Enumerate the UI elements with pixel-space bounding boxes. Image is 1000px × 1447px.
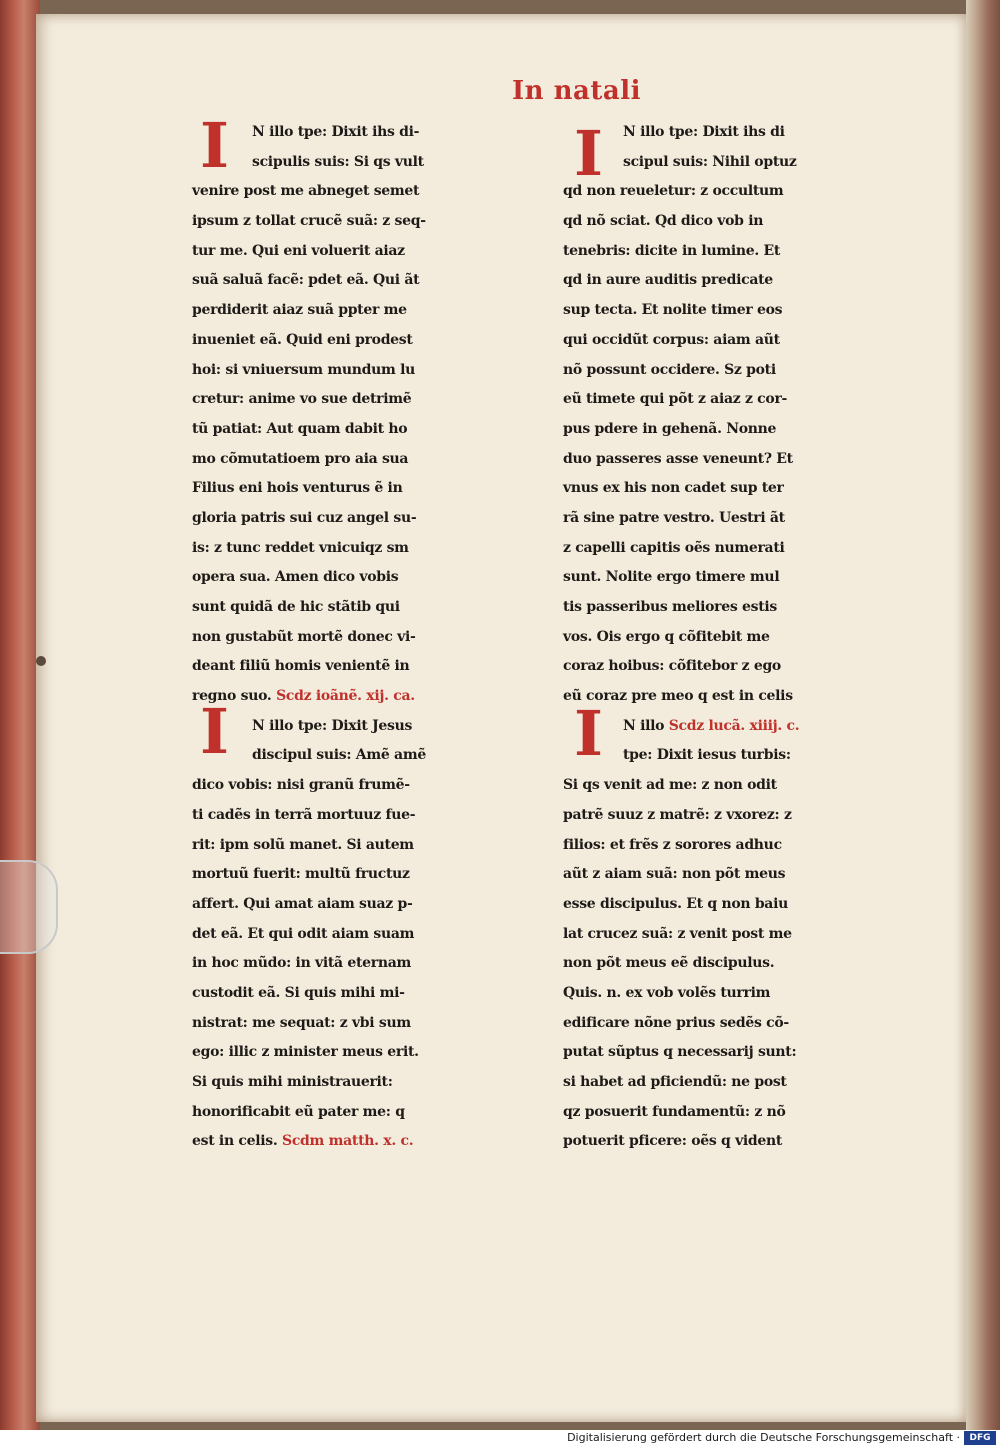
text-line: tpe: Dixit iesus turbis: [623, 747, 791, 764]
text-line: scipul suis: Nihil optuz [623, 153, 797, 170]
text-line: Si qs venit ad me: z non odit [563, 777, 777, 794]
initial-letter-right-1: I [574, 117, 604, 190]
text-line: tur me. Qui eni voluerit aiaz [192, 242, 405, 259]
text-line: affert. Qui amat aiam suaz p- [192, 895, 413, 912]
text-line: tis passeribus meliores estis [563, 599, 777, 615]
text-line: custodit eã. Si quis mihi mi- [192, 984, 405, 1001]
text-line: z capelli capitis oẽs numerati [563, 539, 785, 556]
left-column [192, 109, 542, 1157]
text-line: is: z tunc reddet vnicuiqz sm [192, 539, 409, 556]
text-line: ipsum z tollat crucẽ suã: z seq- [192, 213, 426, 230]
text-line: putat sũptus q necessarij sunt: [563, 1044, 797, 1061]
text-line: perdiderit aiaz suã ppter me [192, 302, 407, 319]
text-line: discipul suis: Amẽ amẽ [252, 747, 426, 764]
right-column [563, 118, 913, 1157]
text-line: vnus ex his non cadet sup ter [563, 480, 784, 497]
text-line: non põt meus eẽ discipulus. [563, 955, 775, 972]
text-line: qd non reueletur: z occultum [563, 183, 784, 200]
text-line: sup tecta. Et nolite timer eos [563, 302, 783, 319]
text-line: esse discipulus. Et q non baiu [563, 895, 788, 912]
running-header: In natali [512, 76, 641, 106]
text-line: potuerit pficere: oẽs q vident [563, 1133, 783, 1150]
text-line: ti cadẽs in terrã mortuuz fue- [192, 806, 416, 823]
text-line: honorificabit eũ pater me: q [192, 1103, 405, 1120]
text-line: est in celis. Scdm matth. x. c. [192, 1133, 414, 1150]
text-line: Si quis mihi ministrauerit: [192, 1074, 393, 1090]
text-line: non gustabũt mortẽ donec vi- [192, 628, 416, 645]
text-line: coraz hoibus: cõfitebor z ego [563, 658, 781, 675]
left-text-block-1 [192, 109, 542, 682]
text-line: N illo tpe: Dixit ihs di [623, 124, 785, 140]
text-line: mo cõmutatioem pro aia sua [192, 450, 409, 467]
text-line: rã sine patre vestro. Uestri ãt [563, 509, 785, 526]
text-line: dico vobis: nisi granũ frumẽ- [192, 777, 410, 794]
text-line: sunt quidã de hic stãtib qui [192, 599, 400, 615]
rubric: Scdz lucã. xiiij. c. [668, 717, 800, 734]
text-line: qz posuerit fundamentũ: z nõ [563, 1103, 786, 1120]
text-line: sunt. Nolite ergo timere mul [563, 569, 780, 586]
dfg-logo: DFG [964, 1431, 996, 1445]
footer-bar [0, 1430, 1000, 1447]
text-line: N illo tpe: Dixit ihs di- [252, 124, 420, 140]
text-line: eũ coraz pre meo q est in celis [563, 688, 793, 705]
text-line: opera sua. Amen dico vobis [192, 569, 399, 586]
initial-letter-right-2: I [574, 697, 604, 770]
text-line: Filius eni hois venturus ẽ in [192, 480, 403, 497]
text-line: N illo tpe: Dixit Jesus [252, 717, 413, 734]
text-line: qd nõ sciat. Qd dico vob in [563, 213, 764, 230]
text-line: qd in aure auditis predicate [563, 272, 773, 289]
text-line: mortuũ fuerit: multũ fructuz [192, 866, 410, 883]
text-line: ego: illic z minister meus erit. [192, 1044, 419, 1061]
funding-credit: Digitalisierung gefördert durch die Deutsche Forschungsgemeinschaft · [567, 1431, 960, 1444]
text-line: aũt z aiam suã: non põt meus [563, 866, 786, 883]
book-fore-edge-left [0, 0, 40, 1430]
text-line: edificare nõne prius sedẽs cõ- [563, 1014, 789, 1031]
page-mark [36, 656, 46, 666]
text-line: inueniet eã. Quid eni prodest [192, 331, 413, 348]
book-fore-edge-right [966, 0, 1000, 1430]
text-line: pus pdere in gehenã. Nonne [563, 420, 777, 437]
text-line: regno suo. Scdz ioãnẽ. xij. ca. [192, 688, 415, 705]
text-line: nistrat: me sequat: z vbi sum [192, 1014, 411, 1031]
text-line: venire post me abneget semet [192, 183, 420, 200]
text-line: filios: et frẽs z sorores adhuc [563, 836, 782, 853]
initial-letter-left-2: I [200, 695, 230, 768]
page-clip [0, 860, 58, 954]
text-line: nõ possunt occidere. Sz poti [563, 361, 776, 378]
text-line: lat crucez suã: z venit post me [563, 925, 792, 942]
text-line: N illo Scdz lucã. xiiij. c. [623, 717, 800, 734]
text-line: in hoc mũdo: in vitã eternam [192, 955, 412, 972]
text-line: qui occidũt corpus: aiam aũt [563, 331, 780, 348]
left-text-block-2 [192, 712, 542, 1128]
initial-letter-left-1: I [200, 109, 230, 182]
text-line: rit: ipm solũ manet. Si autem [192, 836, 414, 853]
text-line: deant filiũ homis venientẽ in [192, 658, 410, 675]
rubric: Scdz ioãnẽ. xij. ca. [276, 688, 415, 705]
text-line: tenebris: dicite in lumine. Et [563, 242, 781, 259]
text-line: hoi: si vniuersum mundum lu [192, 361, 416, 378]
text-line: patrẽ suuz z matrẽ: z vxorez: z [563, 806, 792, 823]
text-line: eũ timete qui põt z aiaz z cor- [563, 391, 788, 408]
text-line: Quis. n. ex vob volẽs turrim [563, 984, 771, 1001]
right-text-block-1 [563, 118, 913, 712]
text-line: tũ patiat: Aut quam dabit ho [192, 420, 408, 437]
text-line: vos. Ois ergo q cõfitebit me [563, 628, 770, 645]
text-line: gloria patris sui cuz angel su- [192, 509, 417, 526]
text-line: suã saluã facẽ: pdet eã. Qui ãt [192, 272, 420, 289]
text-line: scipulis suis: Si qs vult [252, 153, 424, 170]
text-line: cretur: anime vo sue detrimẽ [192, 391, 412, 408]
rubric: Scdm matth. x. c. [282, 1133, 414, 1150]
text-line: si habet ad pficiendũ: ne post [563, 1074, 787, 1090]
right-text-block-2 [563, 741, 913, 1157]
text-line: det eã. Et qui odit aiam suam [192, 925, 415, 942]
text-line: duo passeres asse veneunt? Et [563, 450, 793, 467]
